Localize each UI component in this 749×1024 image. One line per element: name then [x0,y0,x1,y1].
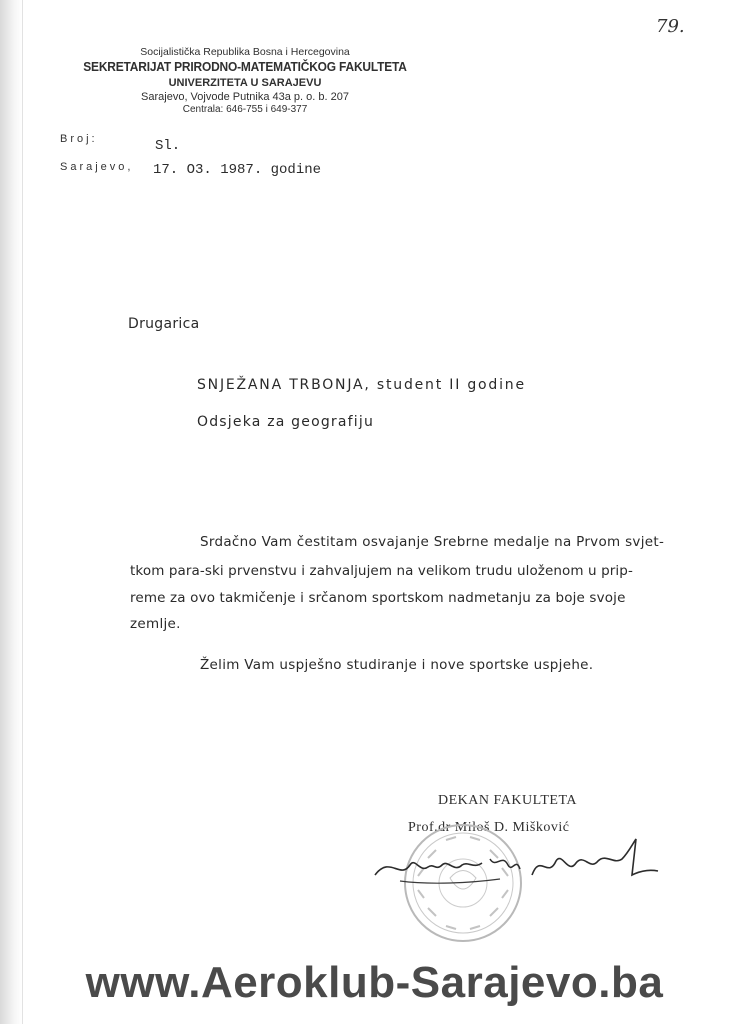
dean-name: Prof.dr Miloš D. Mišković [408,820,570,835]
broj-value: Sl. [155,138,181,154]
scan-page-edge [0,0,22,1024]
place-label: Sarajevo, [60,161,134,173]
body-line: Srdačno Vam čestitam osvajanje Srebrne medalje na Prvom svjet- [200,534,665,550]
letterhead-republic: Socijalistička Republika Bosna i Hercegovina [140,46,350,58]
body-line: tkom para-ski prvenstvu i zahvaljujem na velikom trudu uloženom u prip- [130,563,633,579]
scan-page-edge-line [22,0,23,1024]
letterhead-secretariat: SEKRETARIJAT PRIRODNO-MATEMATIČKOG FAKULTETA [83,59,407,74]
letterhead-phone: Centrala: 646-755 i 649-377 [182,104,308,115]
letterhead-address: Sarajevo, Vojvode Putnika 43a p. o. b. 207 [141,91,349,103]
page-number: 79. [656,16,685,37]
recipient-department: Odsjeka za geografiju [197,414,375,430]
dean-title: DEKAN FAKULTETA [438,793,577,808]
letterhead-university: UNIVERZITETA U SARAJEVU [168,77,322,89]
body-line: reme za ovo takmičenje i srčanom sportskom nadmetanju za boje svoje [130,590,626,606]
salutation: Drugarica [128,316,200,332]
broj-label: Broj: [60,133,98,145]
body-line: zemlje. [130,616,181,632]
website-watermark: www.Aeroklub-Sarajevo.ba [85,958,664,1007]
dean-signature-icon [370,835,670,895]
recipient-name: SNJEŽANA TRBONJA, student II godine [197,377,526,393]
closing-wish: Želim Vam uspješno studiranje i nove sportske uspjehe. [200,657,594,673]
letter-date: 17. O3. 1987. godine [153,162,322,178]
